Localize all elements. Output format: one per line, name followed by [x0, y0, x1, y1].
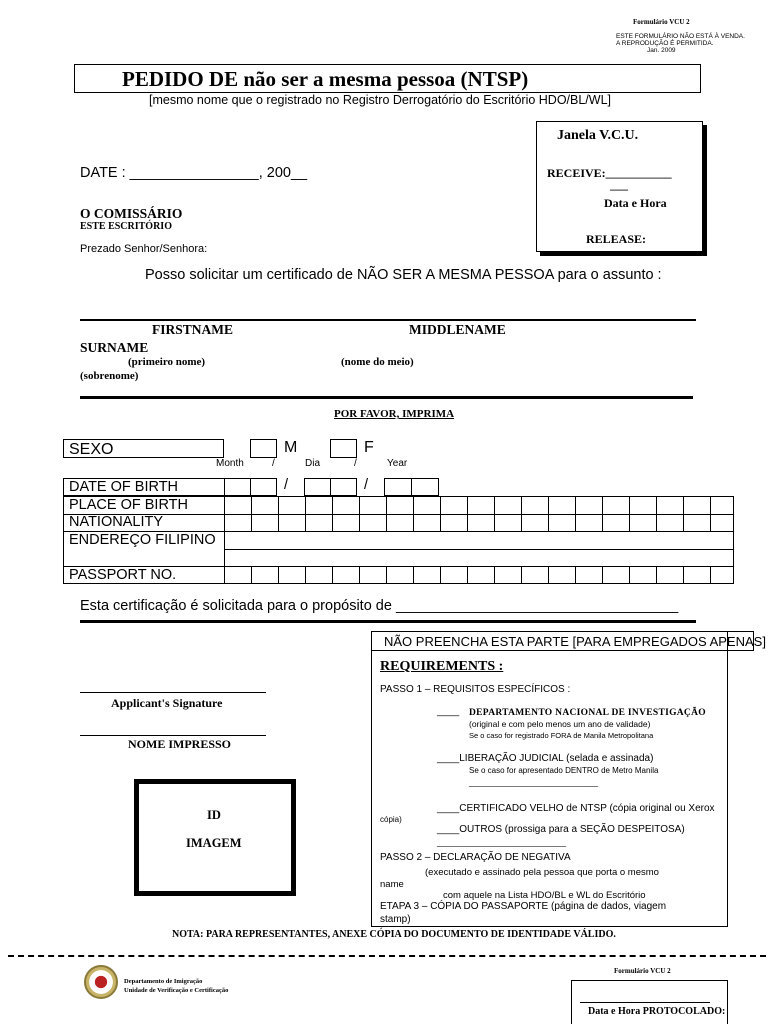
step3-label: ETAPA 3 – CÓPIA DO PASSAPORTE (página de dados, viagem [380, 901, 667, 912]
representative-note: NOTA: PARA REPRESENTANTES, ANEXE CÓPIA DO DOCUMENTO DE IDENTIDADE VÁLIDO. [172, 929, 616, 940]
footer-form-id: Formulário VCU 2 [614, 967, 671, 975]
purpose-field[interactable]: Esta certificação é solicitada para o propósito de ___________________________________ [80, 598, 679, 614]
address-input[interactable] [225, 532, 733, 566]
date-field[interactable]: DATE : ________________, 200__ [80, 165, 308, 181]
immigration-seal-icon [84, 965, 118, 999]
dob-label-box [63, 478, 225, 496]
protocol-label: Data e Hora PROTOCOLADO: [588, 1006, 726, 1017]
male-checkbox[interactable] [250, 439, 277, 458]
dob-day-divider [330, 478, 331, 496]
release-label: RELEASE: [586, 232, 647, 246]
addressee-office: ESTE ESCRITÓRIO [80, 221, 172, 232]
window-title: Janela V.C.U. [557, 128, 639, 143]
others-item[interactable]: ____OUTROS (prossiga para a SEÇÃO DESPEITOSA) [437, 824, 685, 835]
cut-line [8, 955, 766, 957]
id-label: ID [207, 808, 221, 822]
old-ntsp-cont: cópia) [380, 815, 402, 824]
step2-note1: (executado e assinado pela pessoa que porta o mesmo [425, 867, 659, 878]
dob-year-divider [411, 478, 412, 496]
printed-name-label: NOME IMPRESSO [128, 737, 232, 751]
office-header-box [371, 631, 766, 651]
female-label: F [364, 439, 374, 456]
nationality-label: NATIONALITY [69, 514, 163, 530]
firstname-pt: (primeiro nome) [128, 356, 206, 368]
nbi-note1: (original e com pelo menos um ano de validade) [469, 719, 651, 729]
passport-label: PASSPORT NO. [69, 567, 177, 583]
dob-slash-1: / [284, 477, 289, 493]
firstname-label: FIRSTNAME [152, 322, 234, 337]
middlename-label: MIDDLENAME [409, 322, 506, 337]
court-line: _____________________________ [469, 778, 599, 787]
step2-label: PASSO 2 – DECLARAÇÃO DE NEGATIVA [380, 852, 571, 863]
step3-cont: stamp) [380, 914, 411, 924]
surname-pt: (sobrenome) [80, 370, 139, 382]
step2-note2: com aquele na Lista HDO/BL e WL do Escritório [443, 890, 646, 901]
address-label: ENDEREÇO FILIPINO [69, 532, 216, 548]
printed-name-line [80, 735, 266, 736]
footer-unit: Unidade de Verificação e Certificação [124, 987, 229, 994]
page-title: PEDIDO DE não ser a mesma pessoa (NTSP) [122, 67, 529, 91]
id-photo-box [134, 779, 296, 896]
dob-month-divider [250, 478, 251, 496]
day-label: Dia [305, 458, 321, 469]
court-clearance-item[interactable]: ____LIBERAÇÃO JUDICIAL (selada e assinada) [437, 753, 654, 764]
sex-label: SEXO [69, 441, 114, 458]
court-note: Se o caso for apresentado DENTRO de Metro Manila [469, 766, 659, 775]
receive-field[interactable]: RECEIVE:___________ [547, 166, 672, 180]
nbi-checkbox[interactable]: ____ [437, 706, 460, 717]
notice-line2: A REPRODUÇÃO É PERMITIDA. [616, 40, 714, 47]
sex-label-box [63, 439, 224, 458]
dob-label: DATE OF BIRTH [69, 479, 179, 495]
purpose-divider [80, 620, 696, 623]
protocol-line [580, 1002, 710, 1003]
year-label: Year [387, 458, 408, 469]
female-checkbox[interactable] [330, 439, 357, 458]
nbi-note2: Se o caso for registrado FORA de Manila Metropolitana [469, 731, 654, 740]
page-subtitle: [mesmo nome que o registrado no Registro Derrogatório do Escritório HDO/BL/WL] [149, 93, 611, 107]
month-label: Month [216, 458, 244, 469]
footer-dept: Departamento de Imigração [124, 978, 203, 985]
dob-slash-2: / [364, 477, 369, 493]
notice-line3: Jan. 2009 [647, 47, 676, 54]
pob-input[interactable] [224, 497, 737, 514]
notice-line1: ESTE FORMULÁRIO NÃO ESTÁ À VENDA. [616, 33, 745, 40]
office-header: NÃO PREENCHA ESTA PARTE [PARA EMPREGADOS APENAS] [384, 634, 766, 649]
step1-label: PASSO 1 – REQUISITOS ESPECÍFICOS : [380, 684, 571, 695]
old-ntsp-item[interactable]: ____CERTIFICADO VELHO de NTSP (cópia original ou Xerox [437, 803, 715, 814]
image-label: IMAGEM [186, 836, 242, 850]
signature-line [80, 692, 266, 693]
slash-2: / [354, 458, 357, 469]
male-label: M [284, 439, 298, 456]
protocol-box [571, 980, 728, 1024]
nbi-label: DEPARTAMENTO NACIONAL DE INVESTIGAÇÃO [469, 708, 706, 718]
addressee-commissioner: O COMISSÁRIO [80, 206, 183, 221]
name-line [80, 319, 696, 321]
form-id: Formulário VCU 2 [633, 18, 690, 26]
step2-note1-cont: name [380, 879, 404, 890]
salutation: Prezado Senhor/Senhora: [80, 243, 208, 255]
window-box [536, 121, 703, 252]
info-table [63, 496, 734, 584]
middlename-pt: (nome do meio) [341, 356, 414, 368]
surname-label: SURNAME [80, 340, 149, 355]
slash-1: / [272, 458, 275, 469]
print-please: POR FAVOR, IMPRIMA [334, 408, 455, 420]
others-line: _____________________________ [437, 838, 567, 847]
passport-input[interactable] [224, 567, 737, 584]
title-box [74, 64, 701, 93]
thick-divider [80, 396, 693, 399]
requirements-heading: REQUIREMENTS : [380, 659, 504, 674]
applicant-signature-label: Applicant's Signature [111, 696, 223, 710]
pob-label: PLACE OF BIRTH [69, 497, 188, 513]
date-time-label: Data e Hora [604, 196, 667, 210]
receive-extra: ___ [610, 178, 628, 192]
request-text: Posso solicitar um certificado de NÃO SER A MESMA PESSOA para o assunto : [145, 267, 662, 283]
nationality-input[interactable] [224, 515, 737, 532]
